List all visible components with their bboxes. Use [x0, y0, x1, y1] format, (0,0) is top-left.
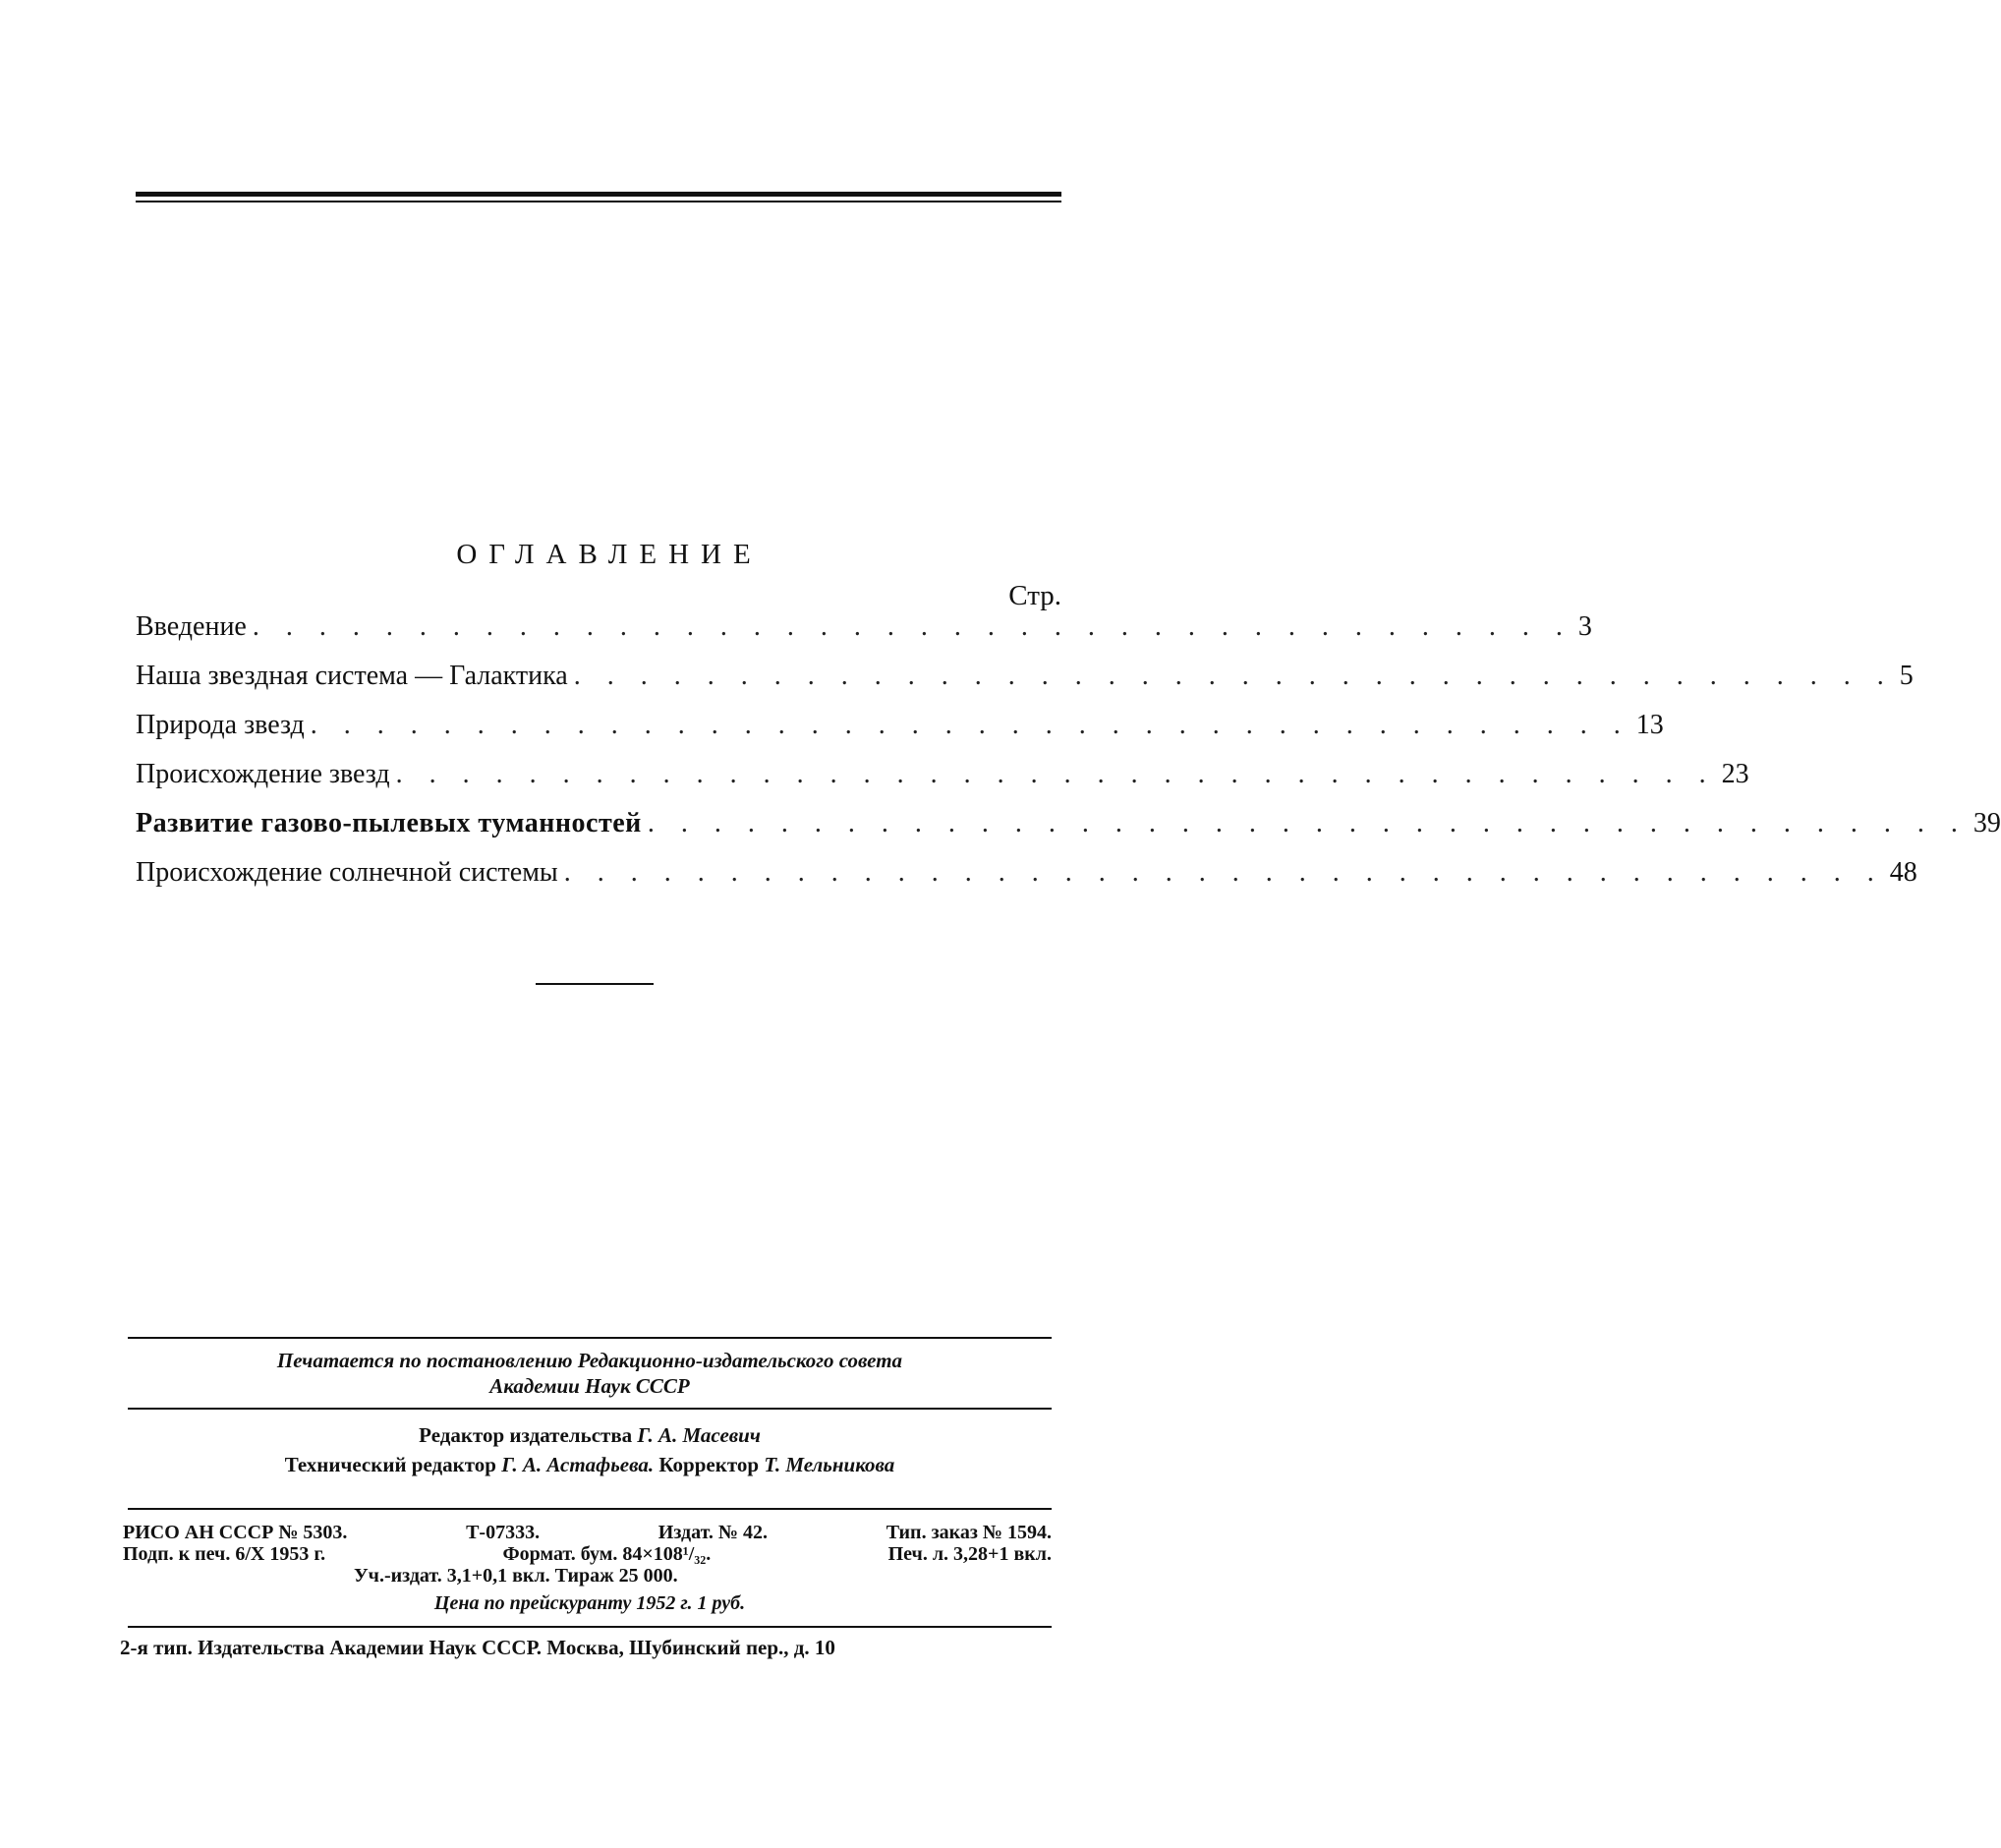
tech-editor-label: Технический редактор — [284, 1453, 496, 1476]
toc-entry-page: 5 — [1899, 661, 1914, 691]
toc-entry-page: 48 — [1889, 857, 1917, 888]
toc-entry — [136, 710, 1664, 759]
toc-entry-label: Введение — [136, 611, 247, 642]
imprint-data-row — [123, 1543, 1052, 1566]
paper-format: Формат. бум. 84×108¹/₃₂. — [502, 1543, 712, 1565]
toc-entry-label: Природа звезд — [136, 710, 305, 740]
toc-entry-page: 23 — [1721, 759, 1749, 789]
signed-date: Подп. к печ. 6/Х 1953 г. — [123, 1543, 326, 1565]
toc-list — [136, 611, 2001, 906]
tech-editor-line — [118, 1453, 1061, 1477]
toc-entry-page: 3 — [1577, 611, 1592, 642]
print-sheets: Печ. л. 3,28+1 вкл. — [887, 1543, 1052, 1565]
dot-leader: . . . . . . . . . . . . . . . . . . . . . . . . . . . . . . . . . . . . . . . . — [573, 661, 1894, 691]
toc-title: ОГЛАВЛЕНИЕ — [456, 539, 763, 570]
dot-leader: . . . . . . . . . . . . . . . . . . . . . . . . . . . . . . . . . . . . . . . . — [647, 808, 1968, 838]
editor-line — [118, 1423, 1061, 1448]
price-line: Цена по прейскуранту 1952 г. 1 руб. — [433, 1592, 746, 1614]
dot-leader: . . . . . . . . . . . . . . . . . . . . . . . . . . . . . . . . . . . . . . . . — [310, 710, 1630, 740]
imprint-rule — [128, 1626, 1052, 1628]
dot-leader: . . . . . . . . . . . . . . . . . . . . . . . . . . . . . . . . . . . . . . . . — [395, 759, 1716, 789]
printer-line: 2-я тип. Издательства Академии Наук СССР. Москва, Шубинский пер., д. 10 — [120, 1636, 835, 1659]
t-number: Т-07333. — [466, 1522, 541, 1543]
order-number: Тип. заказ № 1594. — [886, 1522, 1052, 1543]
toc-entry — [136, 759, 1749, 808]
toc-entry — [136, 661, 1914, 710]
toc-entry-label: Происхождение звезд — [136, 759, 390, 789]
edition-number: Издат. № 42. — [657, 1522, 769, 1543]
dot-leader: . . . . . . . . . . . . . . . . . . . . . . . . . . . . . . . . . . . . . . . . — [252, 611, 1572, 642]
riso-number: РИСО АН СССР № 5303. — [123, 1522, 348, 1543]
toc-entry-page: 13 — [1635, 710, 1664, 740]
editor-name: Г. А. Масевич — [637, 1423, 761, 1447]
top-rule-thick — [136, 192, 1061, 197]
toc-entry — [136, 808, 2001, 857]
dot-leader: . . . . . . . . . . . . . . . . . . . . . . . . . . . . . . . . . . . . . . . . — [563, 857, 1884, 888]
editor-label: Редактор издательства — [419, 1423, 633, 1447]
imprint-rule — [128, 1408, 1052, 1410]
corrector-name: Т. Мельникова — [764, 1453, 895, 1476]
toc-entry — [136, 857, 1917, 906]
publication-note: Печатается по постановлению Редакционно-издательского совета — [276, 1349, 903, 1372]
top-rule-thin — [136, 201, 1061, 202]
imprint-data-row — [123, 1522, 1052, 1544]
section-divider — [536, 983, 654, 985]
corrector-label: Корректор — [658, 1453, 760, 1476]
toc-entry-label: Развитие газово-пылевых туманностей — [136, 808, 642, 838]
tech-editor-name: Г. А. Астафьева. — [501, 1453, 655, 1476]
imprint-rule — [128, 1337, 1052, 1339]
toc-entry-label: Происхождение солнечной системы — [136, 857, 558, 888]
publication-note-line2: Академии Наук СССР — [489, 1374, 690, 1398]
toc-entry-label: Наша звездная система — Галактика — [136, 661, 568, 691]
toc-entry — [136, 611, 1592, 661]
toc-entry-page: 39 — [1972, 808, 2001, 838]
circulation-line: Уч.-издат. 3,1+0,1 вкл. Тираж 25 000. — [354, 1565, 678, 1587]
imprint-rule — [128, 1508, 1052, 1510]
page-column-header: Стр. — [1008, 580, 1061, 611]
